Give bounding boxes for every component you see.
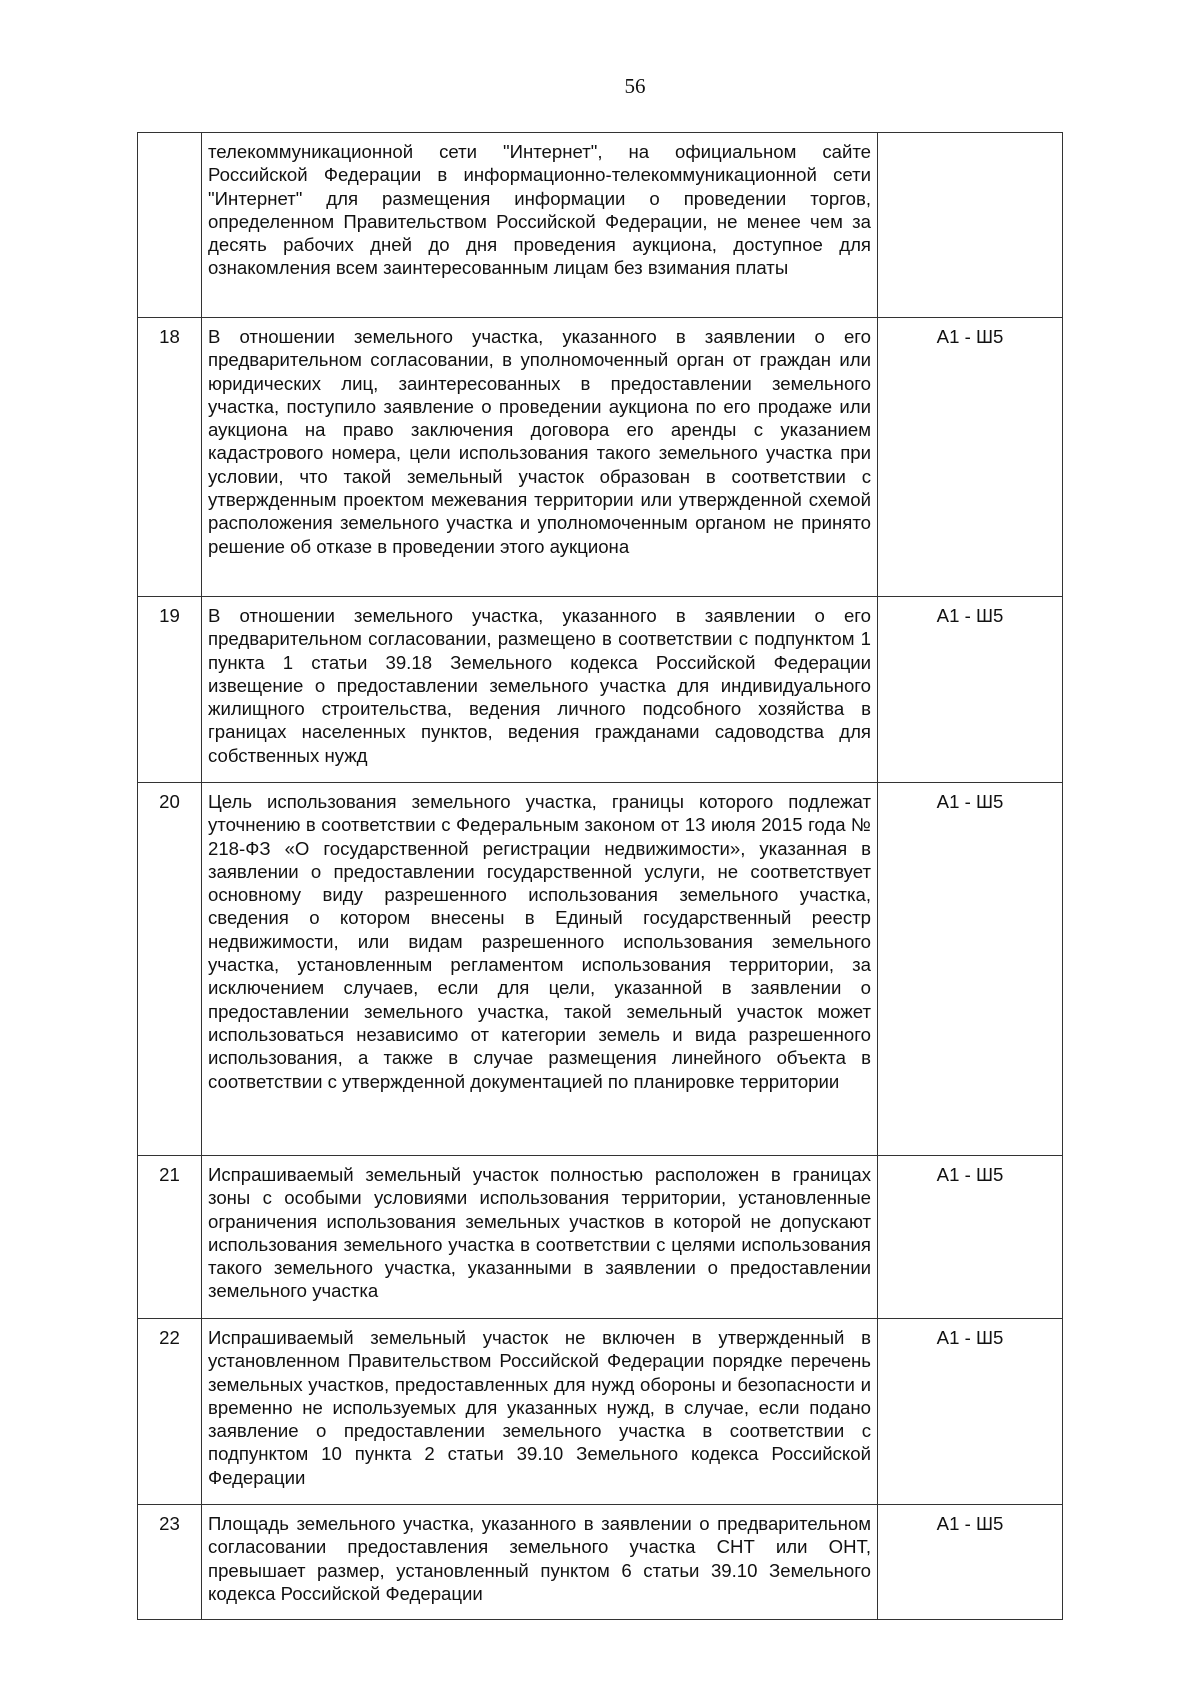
table-row — [138, 133, 1063, 318]
row-number: 18 — [138, 318, 202, 597]
row-code: А1 - Ш5 — [878, 1505, 1063, 1620]
row-description: Цель использования земельного участка, границы которого подлежат уточнению в соответствии с Федеральным законом от 13 июля 2015 года № 218-ФЗ «О государственной регистрации недвижимости», указанная в заявлении о предоставлении государственной услуги, не соответствует основному виду разрешенного использования земельного участка, сведения о котором внесены в Единый государственный реестр недвижимости, или видам разрешенного использования земельного участка, установленным регламентом использования территории, за исключением случаев, если для цели, указанной в заявлении о предоставлении земельного участка, такой земельный участок может использоваться независимо от категории земель и вида разрешенного использования, а также в случае размещения линейного объекта в соответствии с утвержденной документацией по планировке территории — [202, 783, 878, 1156]
row-description: телекоммуникационной сети "Интернет", на официальном сайте Российской Федерации в информационно-телекоммуникационной сети "Интернет" для размещения информации о проведении торгов, определенном Правительством Российской Федерации, не менее чем за десять рабочих дней до дня проведения аукциона, доступное для ознакомления всем заинтересованным лицам без взимания платы — [202, 133, 878, 318]
row-code: А1 - Ш5 — [878, 1319, 1063, 1505]
table-row — [138, 783, 1063, 1156]
row-number: 23 — [138, 1505, 202, 1620]
table-row — [138, 597, 1063, 783]
row-description: Испрашиваемый земельный участок полностью расположен в границах зоны с особыми условиями использования территории, установленные ограничения использования земельных участков в которой не допускают использования земельного участка в соответствии с целями использования такого земельного участка, указанными в заявлении о предоставлении земельного участка — [202, 1156, 878, 1319]
row-number: 19 — [138, 597, 202, 783]
row-code: А1 - Ш5 — [878, 783, 1063, 1156]
requirements-table — [137, 132, 1063, 1620]
table-row — [138, 1505, 1063, 1620]
row-code: А1 - Ш5 — [878, 1156, 1063, 1319]
table-row — [138, 1319, 1063, 1505]
row-number: 20 — [138, 783, 202, 1156]
row-description: В отношении земельного участка, указанного в заявлении о его предварительном согласовании, размещено в соответствии с подпунктом 1 пункта 1 статьи 39.18 Земельного кодекса Российской Федерации извещение о предоставлении земельного участка для индивидуального жилищного строительства, ведения личного подсобного хозяйства в границах населенных пунктов, ведения гражданами садоводства для собственных нужд — [202, 597, 878, 783]
row-code — [878, 133, 1063, 318]
page-number: 56 — [624, 74, 646, 98]
table-row — [138, 318, 1063, 597]
row-code: А1 - Ш5 — [878, 318, 1063, 597]
row-description: В отношении земельного участка, указанного в заявлении о его предварительном согласовании, в уполномоченный орган от граждан или юридических лиц, заинтересованных в предоставлении земельного участка, поступило заявление о проведении аукциона по его продаже или аукциона на право заключения договора его аренды с указанием кадастрового номера, цели использования такого земельного участка при условии, что такой земельный участок образован в соответствии с утвержденным проектом межевания территории или утвержденной схемой расположения земельного участка и уполномоченным органом не принято решение об отказе в проведении этого аукциона — [202, 318, 878, 597]
table-row — [138, 1156, 1063, 1319]
row-description: Испрашиваемый земельный участок не включен в утвержденный в установленном Правительством Российской Федерации порядке перечень земельных участков, предоставленных для нужд обороны и безопасности и временно не используемых для указанных нужд, в случае, если подано заявление о предоставлении земельного участка в соответствии с подпунктом 10 пункта 2 статьи 39.10 Земельного кодекса Российской Федерации — [202, 1319, 878, 1505]
row-number: 22 — [138, 1319, 202, 1505]
row-description: Площадь земельного участка, указанного в заявлении о предварительном согласовании предоставления земельного участка СНТ или ОНТ, превышает размер, установленный пунктом 6 статьи 39.10 Земельного кодекса Российской Федерации — [202, 1505, 878, 1620]
row-number: 21 — [138, 1156, 202, 1319]
row-code: А1 - Ш5 — [878, 597, 1063, 783]
row-number — [138, 133, 202, 318]
